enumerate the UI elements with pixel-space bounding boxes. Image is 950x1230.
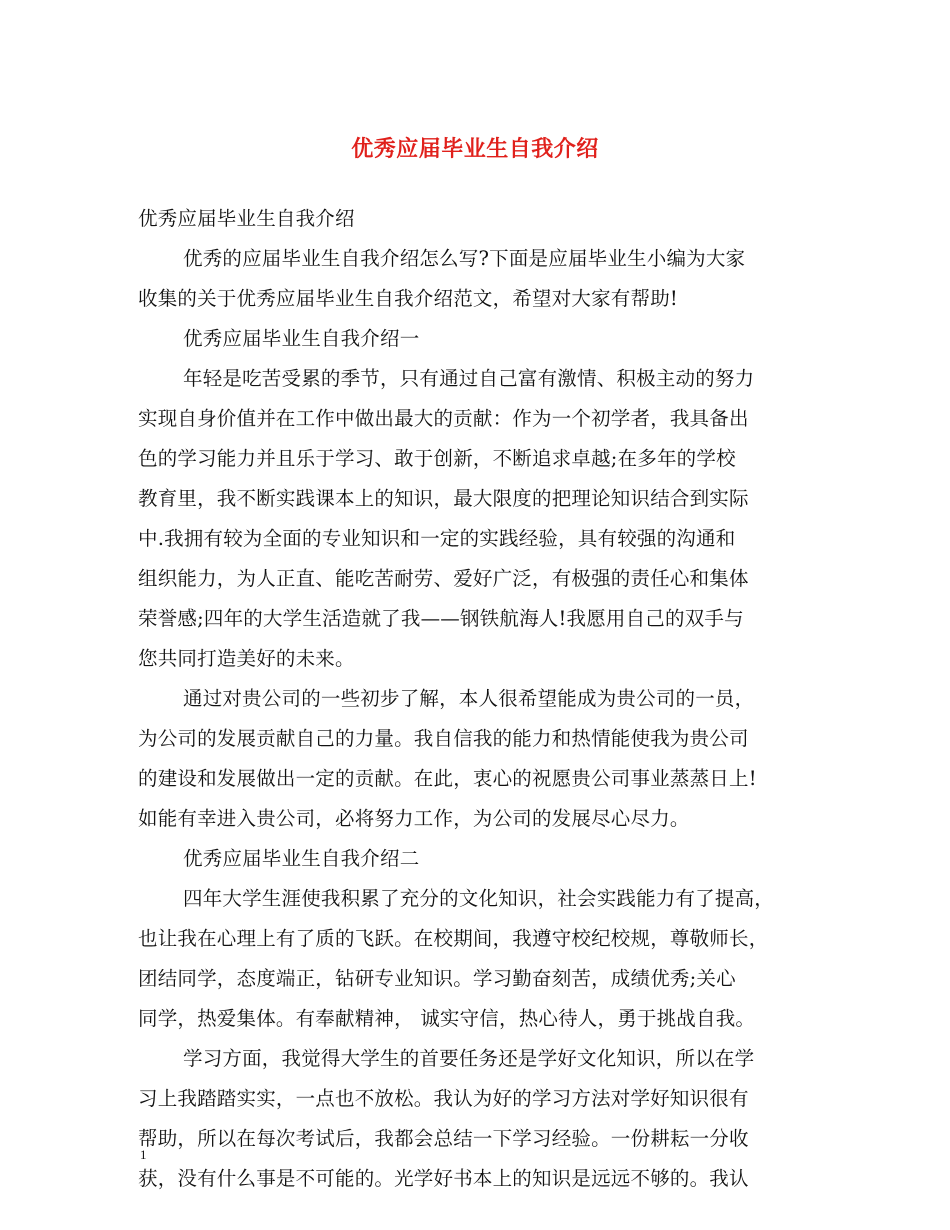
page-number: 1 (140, 1147, 147, 1162)
text-line: 组织能力，为人正直、能吃苦耐劳、爱好广泛，有极强的责任心和集体 (138, 567, 749, 590)
document-title: 优秀应届毕业生自我介绍 (351, 137, 599, 162)
text-line: 如能有幸进入贵公司，必将努力工作，为公司的发展尽心尽力。 (138, 807, 690, 830)
text-line: 四年大学生涯使我积累了充分的文化知识，社会实践能力有了提高， (183, 887, 775, 910)
text-line: 实现自身价值并在工作中做出最大的贡献：作为一个初学者，我具备出 (138, 407, 749, 430)
text-line: 优秀的应届毕业生自我介绍怎么写?下面是应届毕业生小编为大家 (183, 247, 746, 270)
text-line: 同学，热爱集体。有奉献精神， 诚实守信，热心待人，勇于挑战自我。 (138, 1007, 756, 1030)
text-line: 荣誉感;四年的大学生活造就了我——钢铁航海人!我愿用自己的双手与 (138, 607, 744, 630)
text-line: 中.我拥有较为全面的专业知识和一定的实践经验，具有较强的沟通和 (138, 527, 736, 550)
text-line: 您共同打造美好的未来。 (138, 647, 355, 670)
text-line: 习上我踏踏实实，一点也不放松。我认为好的学习方法对学好知识很有 (138, 1087, 749, 1110)
text-line: 教育里，我不断实践课本上的知识，最大限度的把理论知识结合到实际 (138, 487, 749, 510)
text-line: 通过对贵公司的一些初步了解，本人很希望能成为贵公司的一员， (183, 687, 755, 710)
text-line: 优秀应届毕业生自我介绍二 (183, 847, 420, 870)
document-body (138, 199, 818, 1199)
text-line: 年轻是吃苦受累的季节，只有通过自己富有激情、积极主动的努力 (183, 367, 755, 390)
text-line: 优秀应届毕业生自我介绍一 (183, 327, 420, 350)
text-line: 帮助，所以在每次考试后，我都会总结一下学习经验。一份耕耘一分收 (138, 1127, 749, 1150)
text-line: 也让我在心理上有了质的飞跃。在校期间，我遵守校纪校规，尊敬师长， (138, 927, 769, 950)
text-line: 优秀应届毕业生自我介绍 (138, 207, 355, 230)
text-line: 学习方面，我觉得大学生的首要任务还是学好文化知识，所以在学 (183, 1047, 755, 1070)
text-line: 为公司的发展贡献自己的力量。我自信我的能力和热情能使我为贵公司 (138, 727, 749, 750)
text-line: 收集的关于优秀应届毕业生自我介绍范文，希望对大家有帮助! (138, 287, 678, 310)
text-line: 的建设和发展做出一定的贡献。在此，衷心的祝愿贵公司事业蒸蒸日上! (138, 767, 757, 790)
text-line: 团结同学，态度端正，钻研专业知识。学习勤奋刻苦，成绩优秀;关心 (138, 967, 736, 990)
text-line: 色的学习能力并且乐于学习、敢于创新，不断追求卓越;在多年的学校 (138, 447, 736, 470)
text-line: 获，没有什么事是不可能的。光学好书本上的知识是远远不够的。我认 (138, 1167, 749, 1190)
